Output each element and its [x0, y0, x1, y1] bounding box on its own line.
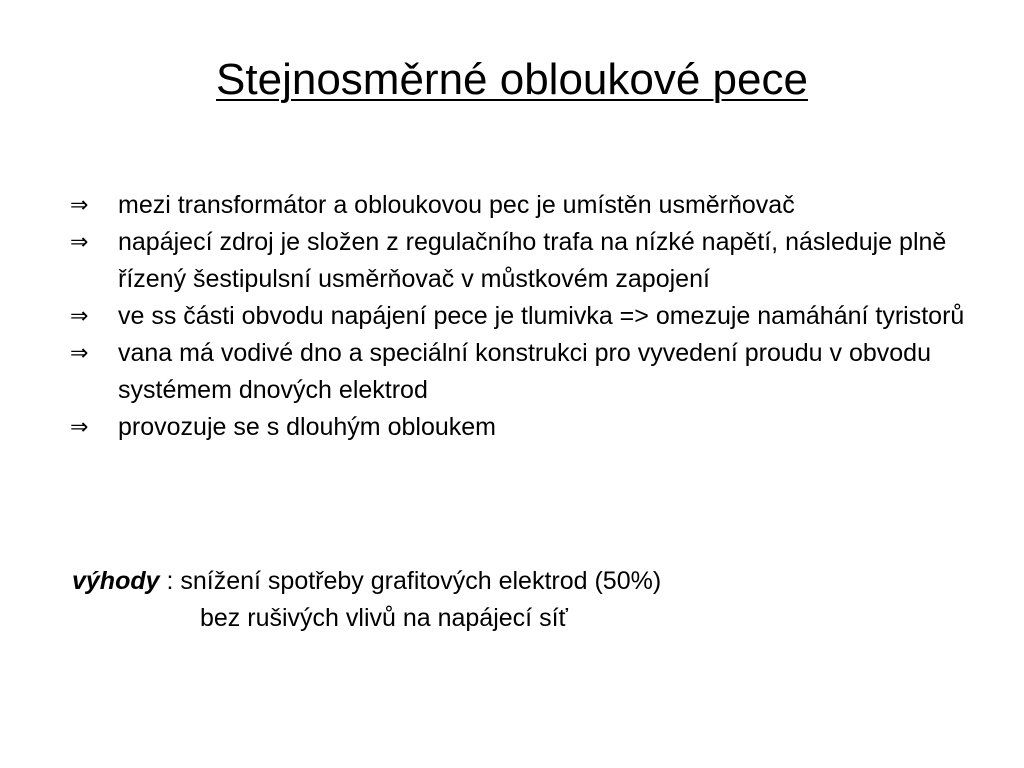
advantages-label: výhody — [72, 567, 160, 595]
implies-arrow-icon: ⇒ — [70, 304, 89, 329]
advantages-line-2 — [72, 600, 661, 637]
list-item — [70, 298, 1010, 335]
bullet-list — [70, 187, 1010, 446]
list-item — [70, 224, 1010, 298]
advantages-separator: : — [159, 567, 181, 595]
advantages-text-1: snížení spotřeby grafitových elektrod (50%) — [180, 567, 662, 595]
bullet-text: napájecí zdroj je složen z regulačního trafa na nízké napětí, následuje plně řízený šestipulsní usměrňovač v můstkovém zapojení — [118, 228, 947, 293]
advantages-line-1 — [72, 563, 661, 600]
advantages-block — [72, 563, 661, 637]
list-item — [70, 187, 1010, 224]
implies-arrow-icon: ⇒ — [70, 193, 89, 218]
bullet-text: ve ss části obvodu napájení pece je tlumivka => omezuje namáhání tyristorů — [118, 302, 965, 330]
bullet-text: vana má vodivé dno a speciální konstrukci pro vyvedení proudu v obvodu systémem dnových elektrod — [118, 339, 931, 404]
implies-arrow-icon: ⇒ — [70, 341, 89, 366]
implies-arrow-icon: ⇒ — [70, 415, 89, 440]
slide-title: Stejnosměrné obloukové pece — [216, 55, 808, 104]
advantages-text-2: bez rušivých vlivů na napájecí síť — [200, 604, 568, 632]
list-item — [70, 335, 1010, 409]
list-item — [70, 409, 1010, 446]
bullet-text: provozuje se s dlouhým obloukem — [118, 413, 496, 441]
implies-arrow-icon: ⇒ — [70, 230, 89, 255]
bullet-text: mezi transformátor a obloukovou pec je umístěn usměrňovač — [118, 191, 795, 219]
